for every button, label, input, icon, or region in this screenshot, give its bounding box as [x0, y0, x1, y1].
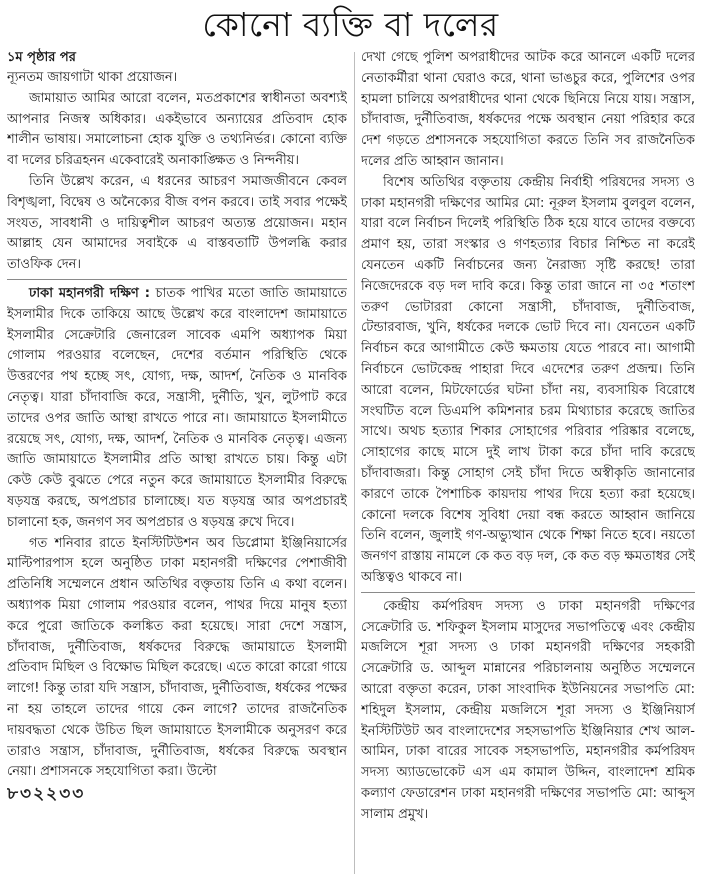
column-divider	[354, 52, 355, 874]
article-paragraph: দেখা গেছে পুলিশ অপরাধীদের আটক করে আনলে একটি দলের নেতাকর্মীরা থানা ঘেরাও করে, থানা ভাঙচুর করে, পুলিশের ওপর হামলা চালিয়ে অপরাধীদের থানা থেকে ছিনিয়ে নিয়ে যায়। সন্ত্রাস, চাঁদাবাজ, দুর্নীতিবাজ, ধর্ষকদের পক্ষে অবস্থান নেয়া পরিহার করে দেশ গড়তে প্রশাসনকে সহযোগিতা করতে তিনি সব রাজনৈতিক দলের প্রতি আহ্বান জানান।	[361, 50, 695, 169]
bottom-cut-text: ৮৩২২৩৩	[7, 784, 86, 805]
article-paragraph: কেন্দ্রীয় কর্মপরিষদ সদস্য ও ঢাকা মহানগরী দক্ষিণের সেক্রেটারি ড. শফিকুল ইসলাম মাসুদের সভাপতিত্বে এবং কেন্দ্রীয় মজলিসে শূরা সদস্য ও ঢাকা মহানগরী দক্ষিণের সহকারী সেক্রেটারি ড. আব্দুল মান্নানের পরিচালনায় অনুষ্ঠিত সম্মেলনে আরো বক্তৃতা করেন, ঢাকা সাংবাদিক ইউনিয়নের সভাপতি মো: শহিদুল ইসলাম, কেন্দ্রীয় মজলিসে শূরা সদস্য ও ইঞ্জিনিয়ার্স ইনস্টিটিউট অব বাংলাদেশের সহসভাপতি ইঞ্জিনিয়ার শেখ আল-আমিন, ঢাকা বারের সাবেক সহসভাপতি, মহানগরীর কর্মপরিষদ সদস্য অ্যাডভোকেট এস এম কামাল উদ্দিন, বাংলাদেশ শ্রমিক কল্যাণ ফেডারেশন ঢাকা মহানগরী দক্ষিণের সভাপতি মো: আব্দুস সালাম প্রমুখ।	[361, 598, 695, 822]
section-divider	[361, 592, 695, 593]
section-heading: ঢাকা মহানগরী দক্ষিণ :	[29, 285, 150, 301]
jump-label: ১ম পৃষ্ঠার পর	[7, 50, 76, 65]
article-paragraph: বিশেষ অতিথির বক্তৃতায় কেন্দ্রীয় নির্বাহী পরিষদের সদস্য ও ঢাকা মহানগরী দক্ষিণের আমির মো: নূরুল ইসলাম বুলবুল বলেন, যারা বলে নির্বাচন দিলেই পরিস্থিতি ঠিক হয়ে যাবে তাদের বক্তব্যে প্রমাণ হয়, তারা সংস্কার ও গণহত্যার বিচার নিশ্চিত না করেই যেনতেন একটি নির্বাচনের জন্য নৈরাজ্য সৃষ্টি করছে! তারা নিজেদেরকে বড় দল দাবি করে। কিন্তু তারা জানে না ৩৫ শতাংশ তরুণ ভোটাররা কোনো সন্ত্রাসী, চাঁদাবাজ, দুর্নীতিবাজ, টেন্ডারবাজ, খুনি, ধর্ষকের দলকে ভোট দিবে না। যেনতেন একটি নির্বাচন করে আগামীতে কেউ ক্ষমতায় যেতে পারবে না। আগামী নির্বাচনে ভোটকেন্দ্র পাহারা দিবে এদেশের তরুণ প্রজন্ম। তিনি আরো বলেন, মিটফোর্ডের ঘটনা চাঁদা নয়, ব্যবসায়িক বিরোধে সংঘটিত বলে ডিএমপি কমিশনার চরম মিথ্যাচার করেছে জাতির সাথে। অথচ হত্যার শিকার সোহাগের পরিবার পরিষ্কার বলেছে, সোহাগের কাছে মাসে দুই লাখ টাকা করে চাঁদা দাবি করেছে চাঁদাবাজরা। কিন্তু সোহাগ সেই চাঁদা দিতে অস্বীকৃতি জানানোর কারণে তাকে পৈশাচিক কায়দায় পাথর দিয়ে হত্যা করা হয়েছে। কোনো দলকে বিশেষ সুবিধা দেয়া বন্ধ করতে আহ্বান জানিয়ে তিনি বলেন, জুলাই গণ-অভ্যুত্থান থেকে শিক্ষা নিতে হবে। নয়তো জনগণ রাস্তায় নামলে কে কত বড় দল, কে কত বড় ক্ষমতাধর সেই অস্তিত্বও থাকবে না।	[361, 174, 695, 585]
section-lead-text: চাতক পাখির মতো জাতি জামায়াতে ইসলামীর দিকে তাকিয়ে আছে উল্লেখ করে বাংলাদেশ জামায়াতে ইসলামীর সেক্রেটারি জেনারেল সাবেক এমপি অধ্যাপক মিয়া গোলাম পরওয়ার বলেছেন, দেশের বর্তমান পরিস্থিতি থেকে উত্তরণের পথ হচ্ছে সৎ, যোগ্য, দক্ষ, আদর্শ, নৈতিক ও মানবিক নেতৃত্ব। যারা চাঁদাবাজি করে, সন্ত্রাসী, দুর্নীতি, খুন, লুটপাট করে তাদের ওপর জাতি আস্থা রাখতে পারে না। জামায়াতে ইসলামীতে রয়েছে সৎ, যোগ্য, দক্ষ, আদর্শ, নৈতিক ও মানবিক নেতৃত্ব। এজন্য জাতি জামায়াতে ইসলামীর প্রতি আস্থা রাখতে চায়। কিন্তু এটা কেউ কেউ বুঝতে পেরে নতুন করে জামায়াতে ইসলামীর বিরুদ্ধে ষড়যন্ত্র করছে, অপপ্রচার চালাচ্ছে। যত ষড়যন্ত্র আর অপপ্রচারই চালানো হক, জনগণ সব অপপ্রচার ও ষড়যন্ত্র রুখে দিবে।	[7, 285, 347, 530]
article-columns	[0, 48, 701, 880]
section-divider	[7, 279, 347, 280]
headline: কোনো ব্যক্তি বা দলের	[202, 5, 499, 44]
article-paragraph: গত শনিবার রাতে ইনস্টিটিউশন অব ডিপ্লোমা ইঞ্জিনিয়ার্সের মাল্টিপারপাস হলে অনুষ্ঠিত ঢাকা মহানগরী দক্ষিণের পেশাজীবী প্রতিনিধি সম্মেলনে প্রধান অতিথির বক্তৃতায় তিনি এ কথা বলেন। অধ্যাপক মিয়া গোলাম পরওয়ার বলেন, পাথর দিয়ে মানুষ হত্যা করে পুরো জাতিকে কলঙ্কিত করা হয়েছে। সারা দেশে সন্ত্রাস, চাঁদাবাজ, দুর্নীতিবাজ, ধর্ষকদের বিরুদ্ধে জামায়াতে ইসলামী প্রতিবাদ মিছিল ও বিক্ষোভ মিছিল করেছে। এতে কারো কারো গায়ে লাগে! কিন্তু তারা যদি সন্ত্রাস, চাঁদাবাজ, দুর্নীতিবাজ, ধর্ষকের পক্ষের না হয় তাহলে তাদের গায়ে কেন লাগে? তাদের রাজনৈতিক দায়বদ্ধতা থেকে উচিত ছিল জামায়াতে ইসলামীকে অনুসরণ করে তারাও সন্ত্রাস, চাঁদাবাজ, দুর্নীতিবাজ, ধর্ষকের বিরুদ্ধে অবস্থান নেয়া। প্রশাসনকে সহযোগিতা করা। উল্টো	[7, 535, 347, 780]
article-paragraph: ন্যূনতম জায়গাটা থাকা প্রয়োজন।	[7, 70, 178, 85]
article-paragraph: জামায়াত আমির আরো বলেন, মতপ্রকাশের স্বাধীনতা অবশ্যই আপনার নিজস্ব অধিকার। একইভাবে অন্যায়ের প্রতিবাদ হোক শালীন ভাষায়। সমালোচনা হোক যুক্তি ও তথ্যনির্ভর। কোনো ব্যক্তি বা দলের চরিত্রহনন একেবারেই অনাকাঙ্ক্ষিত ও নিন্দনীয়।	[7, 90, 347, 169]
article-paragraph	[7, 284, 347, 534]
right-column	[361, 48, 695, 880]
article-paragraph: তিনি উল্লেখ করেন, এ ধরনের আচরণ সমাজজীবনে কেবল বিশৃঙ্খলা, বিদ্বেষ ও অনৈক্যের বীজ বপন করবে। তাই সবার পক্ষেই সংযত, সাবধানী ও দায়িত্বশীল আচরণ অত্যন্ত প্রয়োজন। মহান আল্লাহ যেন আমাদের সবাইকে এ বাস্তবতাটি উপলব্ধি করার তাওফিক দেন।	[7, 173, 347, 273]
left-column	[7, 48, 347, 880]
